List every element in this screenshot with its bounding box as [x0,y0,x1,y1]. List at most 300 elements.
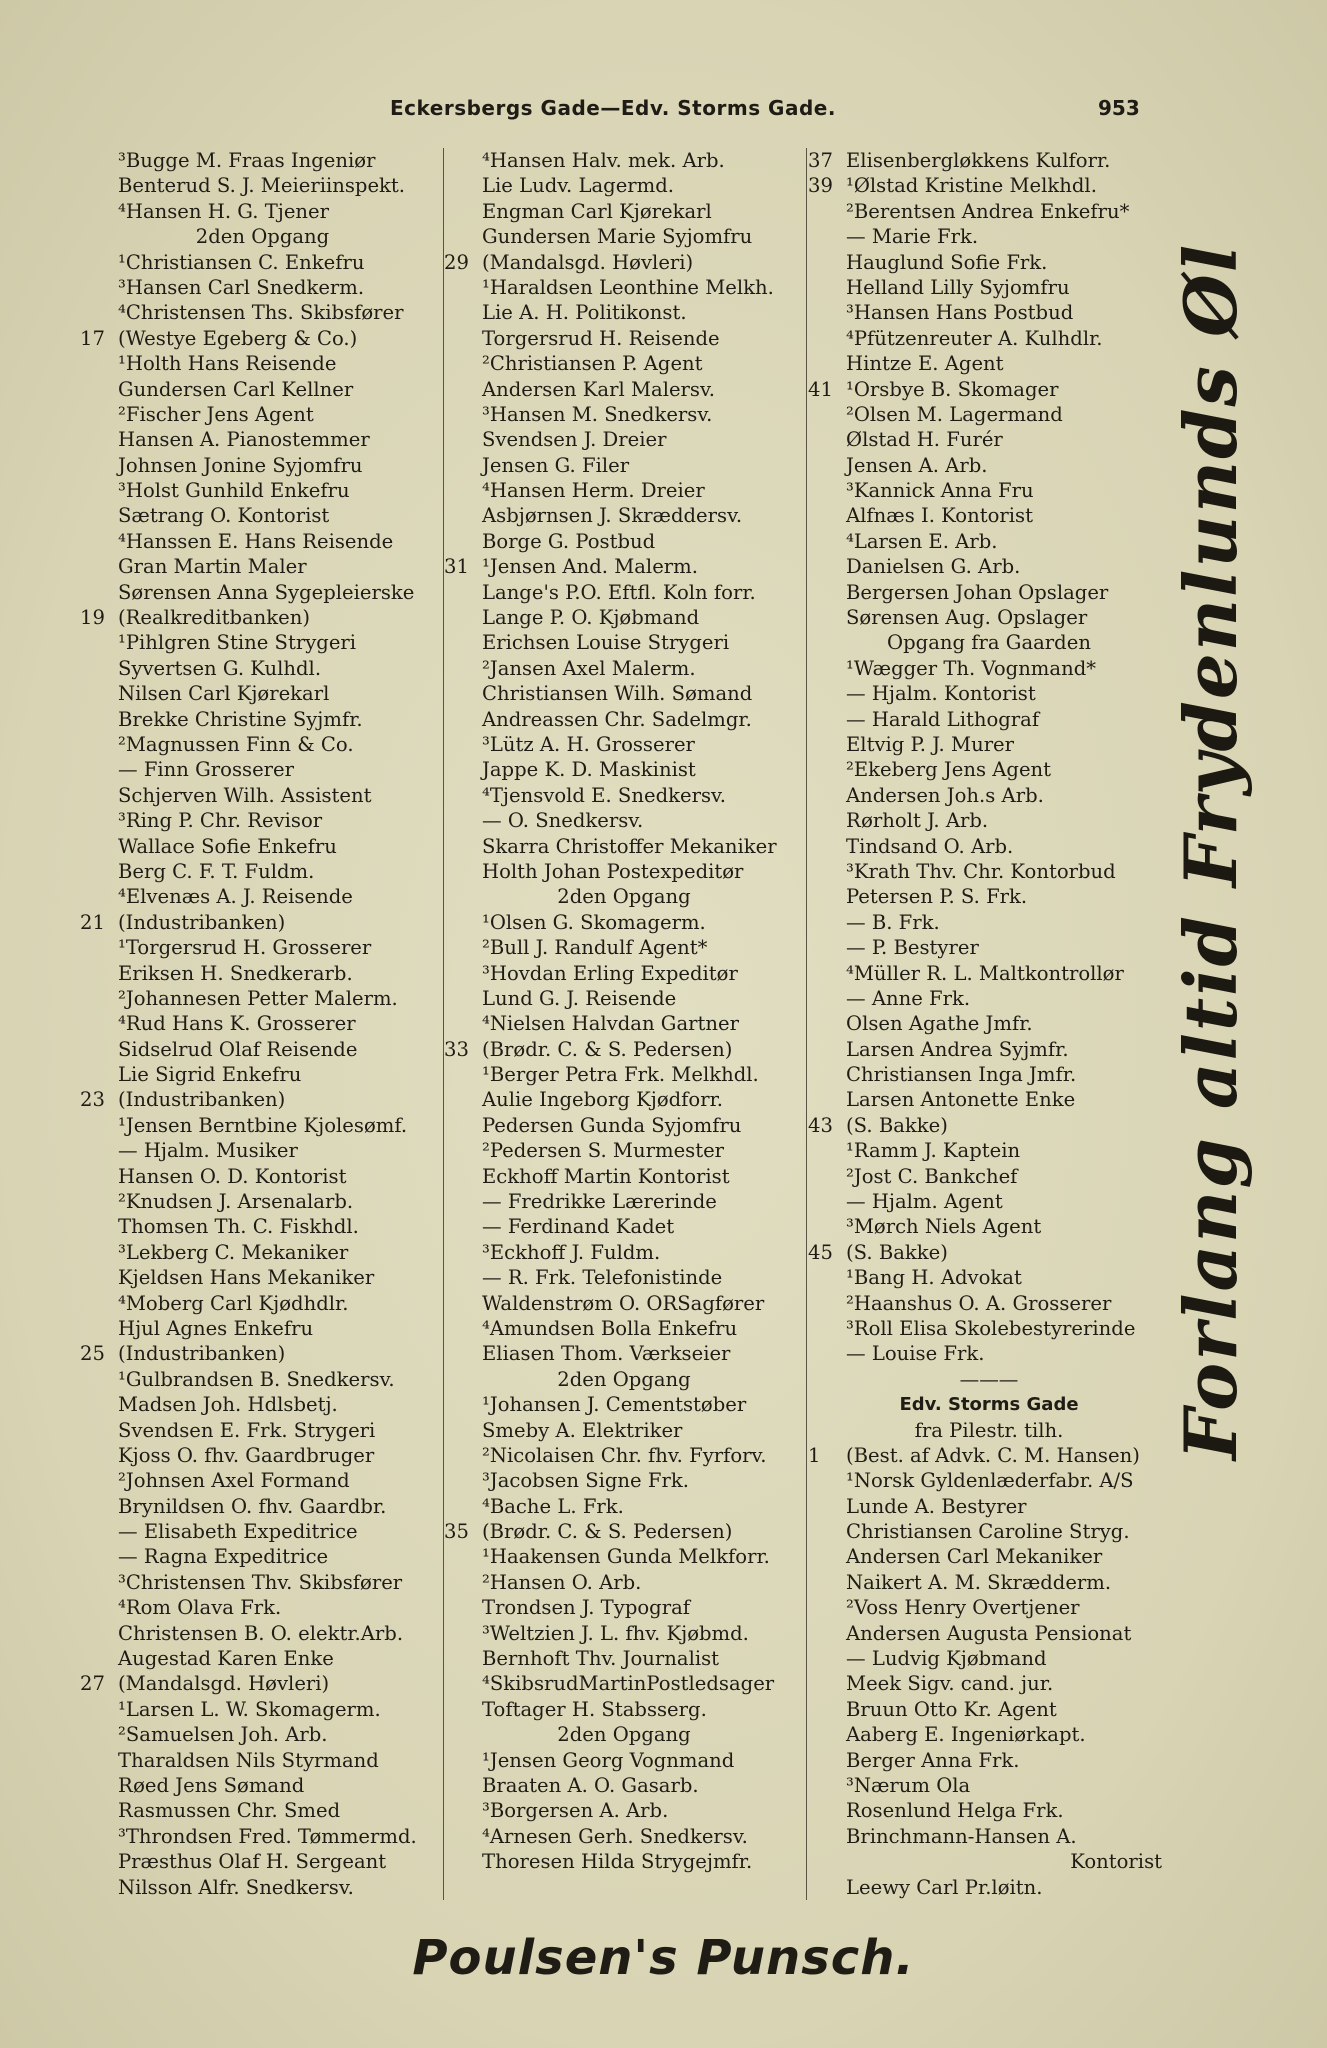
directory-entry [80,1011,445,1036]
entry-text: Svendsen E. Frk. Strygeri [118,1418,376,1442]
directory-entry [808,605,1170,630]
entry-text: ³Weltzien J. L. fhv. Kjøbmd. [482,1621,749,1645]
entry-text: ²Haanshus O. A. Grosserer [846,1291,1112,1315]
directory-entry [444,1392,804,1417]
entry-text: Bergersen Johan Opslager [846,580,1109,604]
directory-entry [444,656,804,681]
directory-entry [80,351,445,376]
entry-text: ¹Berger Petra Frk. Melkhdl. [482,1063,759,1087]
directory-entry [80,1392,445,1417]
entry-text: Præsthus Olaf H. Sergeant [118,1850,387,1874]
entry-text: Christiansen Wilh. Sømand [482,682,753,706]
entry-text: ²Fischer Jens Agent [118,402,314,426]
directory-entry [808,1748,1170,1773]
directory-entry [444,783,804,808]
column-divider [806,148,807,1900]
entry-text: Engman Carl Kjørekarl [482,199,712,223]
directory-entry [80,1570,445,1595]
entry-text: ⁴Larsen E. Arb. [846,529,998,553]
entry-text: — Harald Lithograf [846,707,1040,731]
entry-text: ⁴Rud Hans K. Grosserer [118,1012,356,1036]
entry-text: Aaberg E. Ingeniørkapt. [846,1723,1086,1747]
house-number: 17 [80,326,105,350]
entry-text: 2den Opgang [195,225,330,249]
entry-text: ²Johannesen Petter Malerm. [118,986,398,1010]
entry-text: ²Berentsen Andrea Enkefru* [846,199,1130,223]
entry-text: ²Christiansen P. Agent [482,352,703,376]
directory-entry [444,1164,804,1189]
directory-entry [808,1595,1170,1620]
entry-text: Skarra Christoffer Mekaniker [482,834,777,858]
entry-text: Lange's P.O. Eftfl. Koln forr. [482,580,756,604]
directory-entry [808,1849,1170,1874]
entry-text: ¹Bang H. Advokat [846,1266,1022,1290]
directory-entry [444,1798,804,1823]
directory-entry [808,681,1170,706]
directory-entry [808,656,1170,681]
entry-text: Holth Johan Postexpeditør [482,859,744,883]
directory-column-2 [444,148,804,1875]
directory-entry [80,884,445,909]
entry-text: Andersen Carl Mekaniker [846,1545,1103,1569]
entry-text: ¹Larsen L. W. Skomagerm. [118,1697,381,1721]
directory-entry [808,554,1170,579]
entry-text: ²Johnsen Axel Formand [118,1469,350,1493]
directory-entry [80,1824,445,1849]
entry-text: ¹Olsen G. Skomagerm. [482,910,706,934]
directory-entry [80,1189,445,1214]
directory-entry [80,1875,445,1900]
house-number: 19 [80,606,105,630]
directory-entry [444,732,804,757]
directory-entry [80,1418,445,1443]
entry-text: Eltvig P. J. Murer [846,732,1015,756]
entry-text: ²Pedersen S. Murmester [482,1139,725,1163]
entry-text: (Brødr. C. & S. Pedersen) [482,1520,733,1544]
directory-entry [80,1037,445,1062]
entry-text: Elisenbergløkkens Kulforr. [846,149,1111,172]
directory-entry [808,173,1170,198]
entry-text: Edv. Storms Gade [899,1394,1079,1416]
directory-entry [444,1595,804,1620]
page-number: 953 [1098,96,1140,120]
directory-entry [444,1544,804,1569]
directory-entry [808,1062,1170,1087]
entry-text: ⁴Hansen H. G. Tjener [118,199,330,223]
directory-entry [80,1164,445,1189]
entry-text: — Louise Frk. [846,1342,985,1366]
entry-text: Erichsen Louise Strygeri [482,631,730,655]
directory-entry [444,1697,804,1722]
entry-text: Sørensen Aug. Opslager [846,606,1088,630]
entry-text: Brynildsen O. fhv. Gaardbr. [118,1494,387,1518]
directory-entry [808,250,1170,275]
entry-text: Madsen Joh. Hdlsbetj. [118,1393,338,1417]
entry-text: ²Nicolaisen Chr. fhv. Fyrforv. [482,1443,767,1467]
directory-entry [444,1722,804,1747]
house-number: 35 [444,1520,469,1544]
directory-entry [444,580,804,605]
entry-text: Ølstad H. Furér [846,428,1003,452]
entry-text: Gran Martin Maler [118,555,307,579]
directory-entry [444,757,804,782]
entry-text: (Best. af Advk. C. M. Hansen) [846,1443,1140,1467]
entry-text: Gundersen Carl Kellner [118,377,354,401]
directory-entry [808,935,1170,960]
directory-entry [808,580,1170,605]
directory-entry [808,910,1170,935]
directory-entry [80,173,445,198]
entry-text: Berger Anna Frk. [846,1748,1020,1772]
entry-text: ³Throndsen Fred. Tømmermd. [118,1824,417,1848]
directory-entry [444,148,804,173]
entry-text: — B. Frk. [846,910,940,934]
directory-entry [808,1418,1170,1443]
directory-entry [80,300,445,325]
house-number: 37 [808,149,833,172]
directory-entry [444,275,804,300]
directory-entry [444,1087,804,1112]
directory-entry [80,224,445,249]
directory-entry [80,681,445,706]
directory-entry [80,326,445,351]
entry-text: Andersen Karl Malersv. [482,377,715,401]
entry-text: 2den Opgang [557,885,691,909]
entry-text: ¹Haakensen Gunda Melkforr. [482,1545,770,1569]
directory-entry [808,808,1170,833]
directory-entry [80,783,445,808]
entry-text: Christiansen Caroline Stryg. [846,1520,1130,1544]
entry-text: — P. Bestyrer [846,936,979,960]
directory-entry [80,554,445,579]
directory-entry [808,351,1170,376]
directory-entry [80,707,445,732]
entry-text: Larsen Antonette Enke [846,1088,1076,1112]
entry-text: ²Olsen M. Lagermand [846,402,1063,426]
entry-text: ¹Pihlgren Stine Strygeri [118,631,357,655]
entry-text: ⁴Bache L. Frk. [482,1494,624,1518]
directory-entry [80,1697,445,1722]
directory-entry [808,1367,1170,1392]
directory-entry [80,148,445,173]
entry-text: Lie Ludv. Lagermd. [482,174,675,198]
directory-entry [444,1341,804,1366]
entry-text: ³Hansen M. Snedkersv. [482,402,713,426]
directory-entry [444,1367,804,1392]
entry-text: Lie A. H. Politikonst. [482,301,687,325]
entry-text: Lunde A. Bestyrer [846,1494,1027,1518]
directory-entry [80,503,445,528]
directory-entry [80,1443,445,1468]
directory-entry [808,1087,1170,1112]
directory-entry [444,1824,804,1849]
directory-entry [808,757,1170,782]
entry-text: Kjoss O. fhv. Gaardbruger [118,1443,375,1467]
directory-entry [808,986,1170,1011]
entry-text: ²Jost C. Bankchef [846,1164,1018,1188]
directory-entry [80,453,445,478]
entry-text: ³Lütz A. H. Grosserer [482,732,695,756]
directory-entry [808,1164,1170,1189]
entry-text: ¹Torgersrud H. Grosserer [118,936,372,960]
entry-text: Naikert A. M. Skrædderm. [846,1570,1112,1594]
directory-entry [80,1367,445,1392]
entry-text: — O. Snedkersv. [482,809,644,833]
entry-text: (Industribanken) [118,910,286,934]
directory-entry [444,427,804,452]
entry-text: Tindsand O. Arb. [846,834,1014,858]
entry-text: Sidselrud Olaf Reisende [118,1037,358,1061]
directory-entry [444,351,804,376]
directory-entry [808,1392,1170,1417]
directory-entry [808,1646,1170,1671]
directory-entry [808,1544,1170,1569]
directory-entry [80,757,445,782]
directory-entry [808,1468,1170,1493]
directory-entry [808,859,1170,884]
directory-column-1 [80,148,445,1900]
entry-text: Christensen B. O. elektr.Arb. [118,1621,404,1645]
directory-entry [80,1113,445,1138]
directory-entry [444,478,804,503]
directory-entry [444,503,804,528]
directory-entry [444,1418,804,1443]
entry-text: ⁴Moberg Carl Kjødhdlr. [118,1291,349,1315]
entry-text: Andersen Joh.s Arb. [846,783,1044,807]
directory-entry [80,1214,445,1239]
directory-entry [808,1265,1170,1290]
entry-text: ³Krath Thv. Chr. Kontorbud [846,859,1116,883]
house-number: 27 [80,1672,105,1696]
directory-entry [444,1671,804,1696]
house-number: 33 [444,1037,469,1061]
entry-text: (S. Bakke) [846,1240,948,1264]
entry-text: Thomsen Th. C. Fiskhdl. [118,1215,359,1239]
house-number: 21 [80,910,105,934]
entry-text: Meek Sigv. cand. jur. [846,1672,1054,1696]
entry-text: Gundersen Marie Syjomfru [482,225,753,249]
entry-text: Alfnæs I. Kontorist [846,504,1033,528]
entry-text: ³Borgersen A. Arb. [482,1799,669,1823]
directory-entry [80,1240,445,1265]
directory-entry [444,1468,804,1493]
entry-text: ¹Orsbye B. Skomager [846,377,1059,401]
directory-entry [444,1646,804,1671]
entry-text: Braaten A. O. Gasarb. [482,1774,699,1797]
entry-text: Nilsson Alfr. Snedkersv. [118,1875,354,1899]
directory-entry [808,300,1170,325]
entry-text: Asbjørnsen J. Skræddersv. [482,504,743,528]
entry-text: fra Pilestr. tilh. [914,1418,1064,1442]
directory-entry [444,630,804,655]
directory-entry [808,1697,1170,1722]
directory-entry [444,529,804,554]
directory-entry [444,1011,804,1036]
entry-text: (Brødr. C. & S. Pedersen) [482,1037,733,1061]
entry-text: ⁴Tjensvold E. Snedkersv. [482,783,726,807]
entry-text: Larsen Andrea Syjmfr. [846,1037,1069,1061]
directory-entry [80,529,445,554]
directory-entry [808,1240,1170,1265]
entry-text: Olsen Agathe Jmfr. [846,1012,1033,1036]
entry-text: Helland Lilly Syjomfru [846,275,1070,299]
entry-text: Bruun Otto Kr. Agent [846,1697,1057,1721]
entry-text: ⁴Arnesen Gerh. Snedkersv. [482,1824,748,1848]
directory-entry [80,1291,445,1316]
entry-text: Rørholt J. Arb. [846,809,989,833]
entry-text: ¹Wægger Th. Vognmand* [846,656,1097,680]
entry-text: ⁴Hanssen E. Hans Reisende [118,529,394,553]
entry-text: ²Knudsen J. Arsenalarb. [118,1190,354,1214]
directory-entry [444,250,804,275]
directory-entry [80,427,445,452]
directory-entry [444,884,804,909]
directory-entry [444,453,804,478]
entry-text: Aulie Ingeborg Kjødforr. [482,1088,724,1112]
entry-text: (Mandalsgd. Høvleri) [118,1672,330,1696]
directory-entry [444,173,804,198]
entry-text: Hansen O. D. Kontorist [118,1164,347,1188]
entry-text: ³Jacobsen Signe Frk. [482,1469,689,1493]
entry-text: Kjeldsen Hans Mekaniker [118,1266,375,1290]
directory-entry [444,1113,804,1138]
entry-text: ¹Jensen Georg Vognmand [482,1748,735,1772]
directory-entry [808,1519,1170,1544]
entry-text: Trondsen J. Typograf [482,1596,691,1620]
entry-text: Christiansen Inga Jmfr. [846,1063,1077,1087]
directory-entry [444,1062,804,1087]
entry-text: — Finn Grosserer [118,758,294,782]
entry-text: ⁴Hansen Herm. Dreier [482,479,705,503]
directory-entry [80,1087,445,1112]
entry-text: Sørensen Anna Sygepleierske [118,580,415,604]
directory-entry [444,707,804,732]
directory-entry [80,478,445,503]
entry-text: Jappe K. D. Maskinist [482,758,696,782]
entry-text: Borge G. Postbud [482,529,656,553]
entry-text: ³Hovdan Erling Expeditør [482,961,738,985]
entry-text: ¹Haraldsen Leonthine Melkh. [482,275,774,299]
directory-entry [444,1773,804,1798]
entry-text: (S. Bakke) [846,1113,948,1137]
entry-text: — Hjalm. Kontorist [846,682,1036,706]
directory-entry [808,1570,1170,1595]
entry-text: ³Holst Gunhild Enkefru [118,479,350,503]
directory-entry [80,402,445,427]
side-advertisement: Forlang altid Frydenlunds Øl [1168,242,1253,1460]
directory-entry [808,1621,1170,1646]
entry-text: ⁴Hansen Halv. mek. Arb. [482,149,725,172]
entry-text: Eriksen H. Snedkerarb. [118,961,353,985]
directory-entry [808,1443,1170,1468]
entry-text: Nilsen Carl Kjørekarl [118,682,330,706]
entry-text: ³Eckhoff J. Fuldm. [482,1240,661,1264]
entry-text: — Marie Frk. [846,225,979,249]
entry-text: Danielsen G. Arb. [846,555,1021,579]
directory-entry [80,1621,445,1646]
directory-entry [80,859,445,884]
directory-entry [80,910,445,935]
directory-entry [80,199,445,224]
directory-entry [444,1570,804,1595]
entry-text: ¹Gulbrandsen B. Snedkersv. [118,1367,395,1391]
directory-entry [808,275,1170,300]
directory-entry [444,808,804,833]
entry-text: Jensen A. Arb. [846,453,988,477]
entry-text: ⁴Müller R. L. Maltkontrollør [846,961,1124,985]
directory-entry [80,1646,445,1671]
directory-entry [808,1798,1170,1823]
entry-text: Brinchmann-Hansen A. [846,1824,1077,1848]
entry-text: ³Kannick Anna Fru [846,479,1034,503]
directory-entry [808,1875,1170,1900]
entry-text: ¹Ølstad Kristine Melkhdl. [846,174,1097,198]
entry-text: ¹Ramm J. Kaptein [846,1139,1021,1163]
entry-text: Hintze E. Agent [846,352,1004,376]
page-header [0,96,1327,130]
directory-entry [808,1291,1170,1316]
entry-text: Hansen A. Pianostemmer [118,428,370,452]
directory-entry [80,732,445,757]
entry-text: ³Roll Elisa Skolebestyrerinde [846,1316,1136,1340]
directory-entry [444,1621,804,1646]
house-number: 39 [808,174,833,198]
directory-entry [808,1671,1170,1696]
entry-text: ³Christensen Thv. Skibsfører [118,1570,403,1594]
entry-text: ¹Jensen Berntbine Kjolesømf. [118,1113,408,1137]
directory-entry [808,1189,1170,1214]
entry-text: Benterud S. J. Meieriinspekt. [118,174,406,198]
entry-text: Bernhoft Thv. Journalist [482,1647,720,1671]
directory-entry [808,1037,1170,1062]
directory-entry [444,1443,804,1468]
house-number: 1 [808,1443,821,1467]
directory-entry [808,1824,1170,1849]
directory-entry [808,224,1170,249]
entry-text: (Realkreditbanken) [118,606,311,630]
directory-entry [808,1494,1170,1519]
directory-entry [80,1341,445,1366]
directory-entry [444,402,804,427]
directory-entry [80,1798,445,1823]
directory-entry [80,1671,445,1696]
directory-column-3 [808,148,1170,1900]
directory-entry [80,1062,445,1087]
directory-entry [444,1316,804,1341]
directory-entry [808,402,1170,427]
directory-entry [80,1773,445,1798]
directory-entry [80,1849,445,1874]
entry-text: (Industribanken) [118,1342,286,1366]
entry-text: ¹Johansen J. Cementstøber [482,1393,747,1417]
directory-entry [808,1316,1170,1341]
entry-text: Brekke Christine Syjmfr. [118,707,363,731]
directory-entry [444,961,804,986]
directory-entry [80,1722,445,1747]
entry-text: Kontorist [1070,1850,1162,1874]
directory-entry [80,1748,445,1773]
directory-entry [808,199,1170,224]
entry-text: Andersen Augusta Pensionat [846,1621,1132,1645]
entry-text: Rosenlund Helga Frk. [846,1799,1064,1823]
house-number: 25 [80,1342,105,1366]
entry-text: — Fredrikke Lærerinde [482,1190,717,1214]
house-number: 23 [80,1088,105,1112]
directory-entry [80,605,445,630]
entry-text: ²Bull J. Randulf Agent* [482,936,708,960]
entry-text: ⁴Nielsen Halvdan Gartner [482,1012,739,1036]
directory-entry [808,503,1170,528]
